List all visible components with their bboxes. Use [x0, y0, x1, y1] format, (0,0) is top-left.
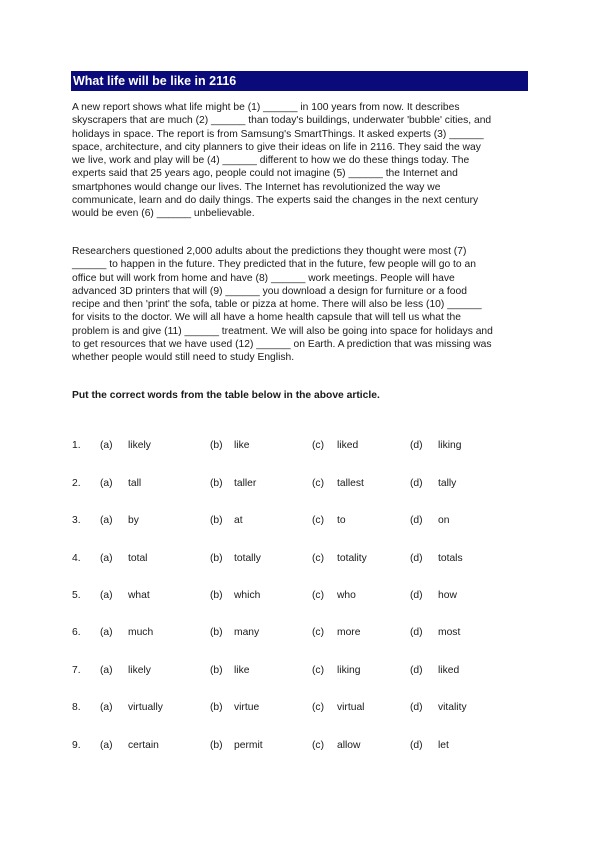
option-label-b: (b)	[210, 440, 223, 451]
option-c: virtual	[337, 702, 365, 713]
option-label-b: (b)	[210, 702, 223, 713]
option-label-d: (d)	[410, 740, 423, 751]
option-label-b: (b)	[210, 478, 223, 489]
option-b: taller	[234, 478, 257, 489]
option-c: allow	[337, 740, 361, 751]
option-a: much	[128, 627, 154, 638]
option-label-a: (a)	[100, 515, 113, 526]
question-number: 5.	[72, 590, 81, 601]
question-row	[0, 626, 600, 640]
option-d: on	[438, 515, 450, 526]
option-d: let	[438, 740, 449, 751]
option-b: which	[234, 590, 261, 601]
paragraph-line: A new report shows what life might be (1) ______ in 100 years from now. It describes	[72, 102, 460, 113]
option-label-d: (d)	[410, 627, 423, 638]
option-a: virtually	[128, 702, 163, 713]
option-label-a: (a)	[100, 553, 113, 564]
option-label-b: (b)	[210, 515, 223, 526]
paragraph-line: space, architecture, and city planners to give their ideas on life in 2116. They said the way	[72, 141, 481, 153]
option-a: by	[128, 515, 139, 526]
option-c: who	[337, 590, 356, 601]
option-c: liked	[337, 440, 359, 451]
paragraph-line: advanced 3D printers that will (9) ______ you download a design for furniture or a food	[72, 285, 467, 297]
article-paragraph-1	[72, 101, 528, 221]
option-label-a: (a)	[100, 665, 113, 676]
option-d: totals	[438, 553, 463, 564]
option-c: totality	[337, 553, 367, 564]
question-row	[0, 514, 600, 528]
option-b: at	[234, 515, 243, 526]
option-label-c: (c)	[312, 627, 325, 638]
option-label-c: (c)	[312, 440, 325, 451]
option-label-d: (d)	[410, 440, 423, 451]
option-a: what	[128, 590, 150, 601]
option-label-d: (d)	[410, 665, 423, 676]
option-label-a: (a)	[100, 440, 113, 451]
question-number: 4.	[72, 553, 81, 564]
paragraph-line: whether people would still need to study English.	[72, 352, 295, 364]
option-b: permit	[234, 740, 263, 751]
option-d: vitality	[438, 702, 467, 713]
question-row	[0, 477, 600, 491]
question-row	[0, 739, 600, 753]
option-a: likely	[128, 665, 151, 676]
option-label-d: (d)	[410, 478, 423, 489]
option-b: totally	[234, 553, 261, 564]
exercise-instruction: Put the correct words from the table below in the above article.	[72, 390, 380, 401]
option-label-c: (c)	[312, 553, 325, 564]
option-d: how	[438, 590, 457, 601]
paragraph-line: experts said that 25 years ago, people could not imagine (5) ______ the Internet and	[72, 168, 458, 180]
option-label-c: (c)	[312, 590, 325, 601]
option-c: to	[337, 515, 346, 526]
option-c: tallest	[337, 478, 364, 489]
option-d: tally	[438, 478, 457, 489]
option-d: most	[438, 627, 461, 638]
question-row	[0, 701, 600, 715]
option-label-d: (d)	[410, 590, 423, 601]
option-c: liking	[337, 665, 361, 676]
question-number: 7.	[72, 665, 81, 676]
question-row	[0, 664, 600, 678]
paragraph-line: smartphones would change our lives. The Internet has revolutionized the way we	[72, 181, 441, 193]
option-d: liking	[438, 440, 462, 451]
paragraph-line: would be even (6) ______ unbelievable.	[72, 208, 255, 220]
option-label-b: (b)	[210, 590, 223, 601]
paragraph-line: problem is and give (11) ______ treatment. We will also be going into space for holidays and	[72, 325, 493, 337]
option-label-a: (a)	[100, 702, 113, 713]
paragraph-line: recipe and then 'print' the sofa, table or pizza at home. There will also be less (10) ______	[72, 299, 482, 311]
paragraph-line: ______ to happen in the future. They predicted that in the future, few people will go to an	[72, 259, 476, 271]
option-b: many	[234, 627, 260, 638]
option-d: liked	[438, 665, 460, 676]
option-label-b: (b)	[210, 665, 223, 676]
option-label-d: (d)	[410, 553, 423, 564]
question-number: 3.	[72, 515, 81, 526]
paragraph-line: skyscrapers that are much (2) ______ than today's buildings, underwater 'bubble' cities, and	[72, 115, 492, 127]
paragraph-line: holidays in space. The report is from Samsung's SmartThings. It asked experts (3) ______	[72, 128, 484, 140]
paragraph-line: to get resources that we have used (12) ______ on Earth. A prediction that was missing was	[72, 339, 492, 351]
option-a: likely	[128, 440, 151, 451]
option-label-c: (c)	[312, 478, 325, 489]
option-a: certain	[128, 740, 159, 751]
article-paragraph-2	[72, 245, 528, 365]
option-b: virtue	[234, 702, 260, 713]
paragraph-line: office but will work from home and have (8) ______ work meetings. People will have	[72, 272, 455, 284]
question-number: 2.	[72, 478, 81, 489]
option-label-c: (c)	[312, 702, 325, 713]
page-title: What life will be like in 2116	[71, 71, 528, 91]
option-label-a: (a)	[100, 627, 113, 638]
option-label-c: (c)	[312, 515, 325, 526]
question-row	[0, 552, 600, 566]
option-label-c: (c)	[312, 665, 325, 676]
option-label-a: (a)	[100, 740, 113, 751]
option-label-a: (a)	[100, 478, 113, 489]
option-c: more	[337, 627, 361, 638]
paragraph-line: we live, work and play will be (4) ______ different to how we do these things today. The	[72, 155, 470, 167]
option-label-b: (b)	[210, 740, 223, 751]
option-a: total	[128, 553, 148, 564]
question-row	[0, 589, 600, 603]
paragraph-line: Researchers questioned 2,000 adults about the predictions they thought were most (7)	[72, 246, 467, 257]
question-row	[0, 439, 600, 453]
question-number: 1.	[72, 440, 81, 451]
option-label-d: (d)	[410, 702, 423, 713]
question-number: 6.	[72, 627, 81, 638]
option-a: tall	[128, 478, 142, 489]
option-label-b: (b)	[210, 627, 223, 638]
option-label-a: (a)	[100, 590, 113, 601]
option-b: like	[234, 440, 250, 451]
option-label-b: (b)	[210, 553, 223, 564]
paragraph-line: for visits to the doctor. We will all have a home health capsule that will tell us what the	[72, 312, 461, 324]
option-label-d: (d)	[410, 515, 423, 526]
question-number: 8.	[72, 702, 81, 713]
option-label-c: (c)	[312, 740, 325, 751]
paragraph-line: communicate, learn and do daily things. The experts said the changes in the next century	[72, 195, 479, 207]
question-number: 9.	[72, 740, 81, 751]
option-b: like	[234, 665, 250, 676]
